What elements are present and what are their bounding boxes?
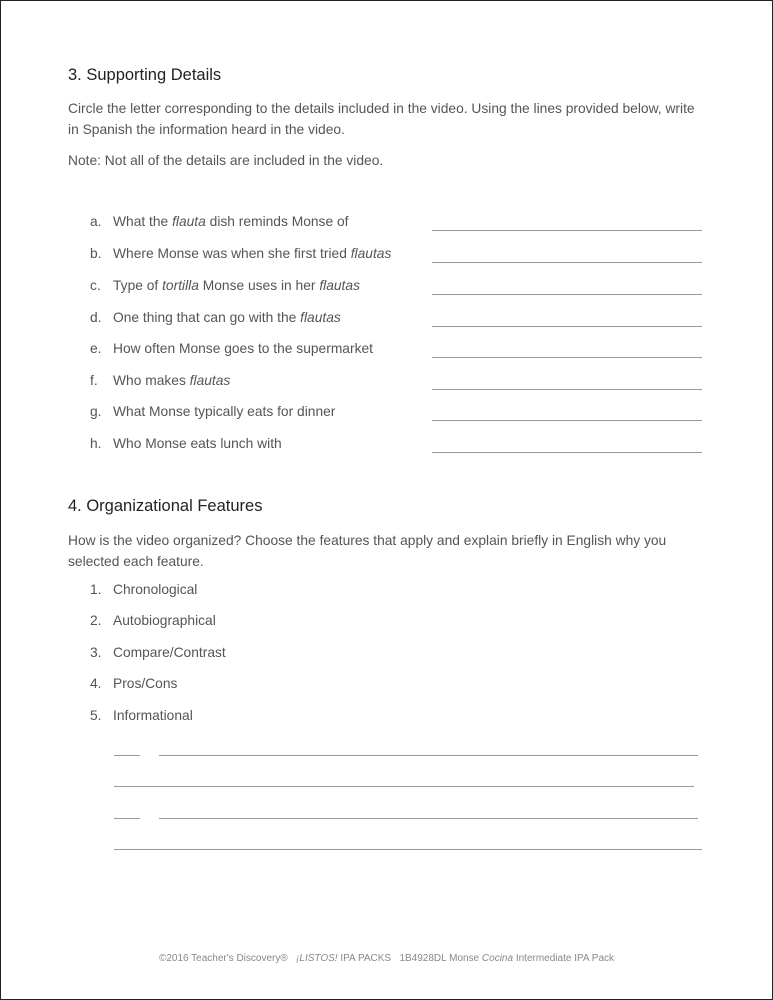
feature-number: 5. xyxy=(90,708,102,723)
feature-item-3[interactable] xyxy=(90,645,390,667)
detail-item-e[interactable] xyxy=(90,341,710,363)
feature-label: Autobiographical xyxy=(113,613,216,628)
section-3-note: Note: Not all of the details are included in the video. xyxy=(68,153,384,168)
answer-line[interactable] xyxy=(432,326,702,327)
feature-item-2[interactable] xyxy=(90,613,390,635)
answer-line[interactable] xyxy=(432,262,702,263)
answer-line[interactable] xyxy=(432,389,702,390)
detail-letter[interactable]: g. xyxy=(90,404,102,419)
feature-item-5[interactable] xyxy=(90,708,390,730)
footer-product: IPA PACKS 1B4928DL Monse xyxy=(337,953,482,964)
feature-item-4[interactable] xyxy=(90,676,390,698)
explanation-line-1[interactable] xyxy=(159,755,698,756)
detail-letter[interactable]: d. xyxy=(90,310,102,325)
detail-text: Who Monse eats lunch with xyxy=(113,436,282,451)
section-3-heading: 3. Supporting Details xyxy=(68,66,222,84)
detail-text: Who makes flautas xyxy=(113,373,231,388)
detail-text: How often Monse goes to the supermarket xyxy=(113,341,373,356)
section-4-heading: 4. Organizational Features xyxy=(68,497,263,515)
feature-label: Compare/Contrast xyxy=(113,645,226,660)
detail-text: What Monse typically eats for dinner xyxy=(113,404,336,419)
footer-brand: ¡LISTOS! xyxy=(296,953,338,964)
detail-item-a[interactable] xyxy=(90,214,710,236)
feature-number-blank-2[interactable] xyxy=(114,818,140,819)
section-3-instructions: Circle the letter corresponding to the details included in the video. Using the lines provided below, write in Spanish the information heard in the video. xyxy=(68,101,695,137)
detail-item-b[interactable] xyxy=(90,246,710,268)
footer-end: Intermediate IPA Pack xyxy=(513,953,615,964)
feature-item-1[interactable] xyxy=(90,582,390,604)
answer-line[interactable] xyxy=(432,294,702,295)
detail-letter[interactable]: e. xyxy=(90,341,102,356)
feature-number: 4. xyxy=(90,676,102,691)
detail-item-c[interactable] xyxy=(90,278,710,300)
detail-letter[interactable]: b. xyxy=(90,246,102,261)
detail-letter[interactable]: a. xyxy=(90,214,102,229)
feature-number-blank-1[interactable] xyxy=(114,755,140,756)
explanation-line-3[interactable] xyxy=(159,818,698,819)
answer-line[interactable] xyxy=(432,420,702,421)
detail-item-f[interactable] xyxy=(90,373,710,395)
answer-line[interactable] xyxy=(432,230,702,231)
detail-text: One thing that can go with the flautas xyxy=(113,310,341,325)
feature-number: 2. xyxy=(90,613,102,628)
feature-label: Pros/Cons xyxy=(113,676,178,691)
detail-item-d[interactable] xyxy=(90,310,710,332)
detail-letter[interactable]: c. xyxy=(90,278,101,293)
detail-letter[interactable]: f. xyxy=(90,373,98,388)
detail-text: What the flauta dish reminds Monse of xyxy=(113,214,349,229)
footer xyxy=(0,953,773,964)
feature-number: 3. xyxy=(90,645,102,660)
explanation-line-4[interactable] xyxy=(114,849,702,850)
explanation-line-2[interactable] xyxy=(114,786,694,787)
detail-text: Type of tortilla Monse uses in her flautas xyxy=(113,278,360,293)
footer-cocina: Cocina xyxy=(481,953,514,964)
footer-copyright: ©2016 Teacher's Discovery® xyxy=(158,953,288,964)
detail-item-g[interactable] xyxy=(90,404,710,426)
answer-line[interactable] xyxy=(432,452,702,453)
feature-label: Informational xyxy=(113,708,193,723)
detail-item-h[interactable] xyxy=(90,436,710,458)
answer-line[interactable] xyxy=(432,357,702,358)
feature-label: Chronological xyxy=(113,582,198,597)
detail-letter[interactable]: h. xyxy=(90,436,102,451)
section-4-instructions: How is the video organized? Choose the features that apply and explain briefly in English why you selected each feature. xyxy=(68,533,667,569)
detail-text: Where Monse was when she first tried flautas xyxy=(113,246,392,261)
feature-number: 1. xyxy=(90,582,102,597)
